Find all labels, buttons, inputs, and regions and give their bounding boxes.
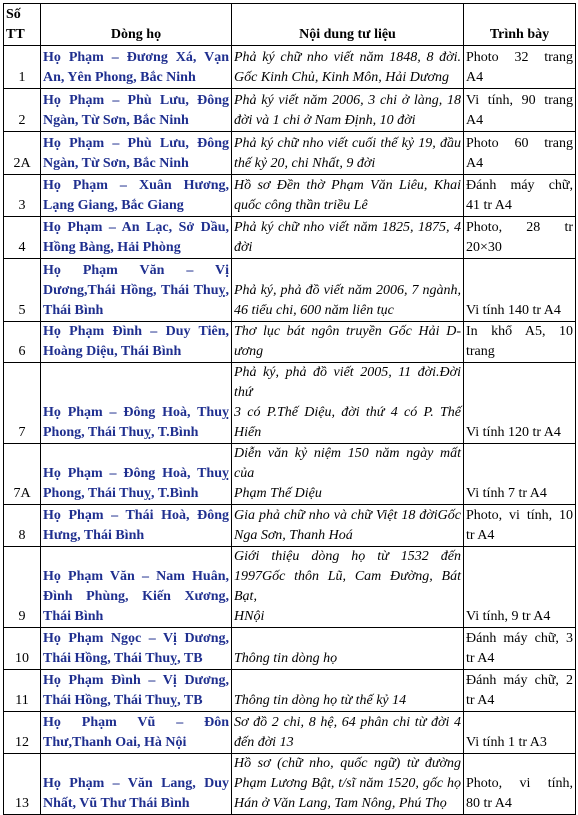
- row-family-line: Thái Hồng, Thái Thuỵ, TB: [43, 651, 203, 666]
- header-presentation: Trình bày: [464, 4, 576, 46]
- row-family-line: Họ Phạm Vũ – Đôn: [43, 715, 229, 730]
- row-stt: 12: [4, 712, 41, 754]
- row-content-line: 3 có P.Thế Diệu, đời thứ 4 có P. Thế: [234, 405, 461, 420]
- row-family: [41, 670, 232, 712]
- row-stt: 1: [4, 46, 41, 89]
- table-row: [4, 217, 576, 259]
- row-family-line: Thái Hồng, Thái Thuỵ, TB: [43, 693, 203, 708]
- row-content: [232, 259, 464, 322]
- row-family: [41, 444, 232, 505]
- row-family-line: Hồng Bàng, Hải Phòng: [43, 240, 181, 255]
- row-family: [41, 547, 232, 628]
- row-presentation-line: Photo, vi tính, 10: [466, 508, 573, 523]
- row-family-line: Hưng, Thái Bình: [43, 528, 145, 543]
- row-family-line: Lạng Giang, Bắc Giang: [43, 198, 184, 213]
- row-family-line: Nhất, Vũ Thư Thái Bình: [43, 796, 190, 811]
- row-content-line: Phả ký, phả đồ viết 2005, 11 đời.Đời thứ: [234, 365, 461, 400]
- row-content-line: Gốc Kinh Chủ, Kinh Môn, Hải Dương: [234, 70, 449, 85]
- row-presentation: [464, 132, 576, 175]
- row-family-line: Họ Phạm Văn – Nam Huân,: [43, 569, 229, 584]
- row-content-line: Hồ sơ Đền thờ Phạm Văn Liêu, Khai: [234, 178, 461, 193]
- row-family: [41, 175, 232, 217]
- row-presentation: [464, 175, 576, 217]
- row-presentation-line: trang: [466, 344, 495, 359]
- row-presentation: [464, 628, 576, 670]
- row-presentation: [464, 89, 576, 132]
- header-content: Nội dung tư liệu: [232, 4, 464, 46]
- row-content-line: Gia phả chữ nho và chữ Việt 18 đờiGốc: [234, 508, 461, 523]
- row-presentation: [464, 754, 576, 815]
- row-family-line: Họ Phạm – Văn Lang, Duy: [43, 776, 229, 791]
- row-content-line: Thơ lục bát ngôn truyền Gốc Hải D-: [234, 324, 461, 339]
- row-presentation: [464, 322, 576, 363]
- row-family-line: Họ Phạm – An Lạc, Sở Dầu,: [43, 220, 229, 235]
- row-presentation: [464, 505, 576, 547]
- row-presentation: [464, 547, 576, 628]
- row-family-line: Đình Phùng, Kiến Xương,: [43, 589, 229, 604]
- table-header-row: [4, 4, 576, 46]
- row-presentation-line: Đánh máy chữ, 2: [466, 673, 573, 688]
- row-family-line: Họ Phạm Đình – Vị Dương,: [43, 673, 229, 688]
- row-content: [232, 89, 464, 132]
- row-stt: 13: [4, 754, 41, 815]
- row-content-line: đến đời 13: [234, 735, 294, 750]
- row-presentation-line: Đánh máy chữ,: [466, 178, 573, 193]
- row-presentation-line: tr A4: [466, 651, 495, 666]
- row-presentation-line: Photo, 28 tr: [466, 220, 573, 235]
- row-presentation-line: A4: [466, 156, 484, 171]
- row-family-line: Họ Phạm Đình – Duy Tiên,: [43, 324, 229, 339]
- row-family-line: Họ Phạm – Phù Lưu, Đông: [43, 136, 229, 151]
- table-row: [4, 754, 576, 815]
- table-row: [4, 712, 576, 754]
- row-presentation-line: Photo 60 trang: [466, 136, 573, 151]
- row-family-line: Ngàn, Từ Sơn, Bắc Ninh: [43, 113, 189, 128]
- row-family-line: Thái Bình: [43, 303, 104, 318]
- row-content-line: 46 tiểu chi, 600 năm liên tục: [234, 303, 394, 318]
- row-presentation: [464, 670, 576, 712]
- row-content-line: Phả ký chữ nho viết năm 1825, 1875, 4: [234, 220, 461, 235]
- row-presentation-line: Vi tính, 9 tr A4: [466, 609, 551, 624]
- row-content: [232, 217, 464, 259]
- row-family-line: Họ Phạm – Đương Xá, Vạn: [43, 50, 229, 65]
- row-presentation: [464, 259, 576, 322]
- row-stt: 2A: [4, 132, 41, 175]
- row-stt: 11: [4, 670, 41, 712]
- row-stt: 2: [4, 89, 41, 132]
- row-content: [232, 46, 464, 89]
- row-family-line: Họ Phạm Văn – Vị: [43, 263, 229, 278]
- row-presentation: [464, 46, 576, 89]
- row-content: [232, 322, 464, 363]
- row-presentation-line: Vi tính 1 tr A3: [466, 735, 547, 750]
- row-content-line: Thông tin dòng họ từ thế kỷ 14: [234, 693, 407, 708]
- row-family: [41, 217, 232, 259]
- table-row: [4, 670, 576, 712]
- row-content-line: ương: [234, 344, 264, 359]
- row-family-line: Họ Phạm – Đông Hoà, Thuỵ: [43, 466, 229, 481]
- row-presentation-line: A4: [466, 113, 484, 128]
- row-family: [41, 754, 232, 815]
- table-row: [4, 46, 576, 89]
- row-content-line: Giới thiệu dòng họ từ 1532 đến: [234, 549, 461, 564]
- row-presentation-line: 41 tr A4: [466, 198, 512, 213]
- row-content-line: Sơ đồ 2 chi, 8 hệ, 64 phân chi từ đời 4: [234, 715, 461, 730]
- row-presentation: [464, 217, 576, 259]
- row-family-line: An, Yên Phong, Bắc Ninh: [43, 70, 196, 85]
- row-family: [41, 132, 232, 175]
- table-row: [4, 444, 576, 505]
- row-family-line: Họ Phạm Ngọc – Vị Dương,: [43, 631, 229, 646]
- row-stt: 10: [4, 628, 41, 670]
- row-content-line: Phạm Thế Diệu: [234, 486, 322, 501]
- row-family-line: Thái Bình: [43, 609, 104, 624]
- header-stt-line: TT: [6, 27, 25, 42]
- row-presentation-line: Đánh máy chữ, 3: [466, 631, 573, 646]
- row-family-line: Ngàn, Từ Sơn, Bắc Ninh: [43, 156, 189, 171]
- row-family-line: Thư,Thanh Oai, Hà Nội: [43, 735, 187, 750]
- row-content-line: Hiển: [234, 425, 262, 440]
- row-family: [41, 322, 232, 363]
- row-presentation-line: 80 tr A4: [466, 796, 512, 811]
- row-content-line: đời và 1 chi ở Nam Định, 10 đời: [234, 113, 416, 128]
- row-content: [232, 712, 464, 754]
- row-content-line: Hán ở Văn Lang, Tam Nông, Phú Thọ: [234, 796, 447, 811]
- row-content-line: 1997Gốc thôn Lũ, Cam Đường, Bát Bạt,: [234, 569, 461, 604]
- row-stt: 7A: [4, 444, 41, 505]
- table-row: [4, 547, 576, 628]
- row-stt: 3: [4, 175, 41, 217]
- row-presentation-line: Vi tính 120 tr A4: [466, 425, 561, 440]
- row-stt: 8: [4, 505, 41, 547]
- row-content: [232, 670, 464, 712]
- header-family: Dòng họ: [41, 4, 232, 46]
- row-family: [41, 363, 232, 444]
- row-family: [41, 628, 232, 670]
- row-presentation-line: A4: [466, 70, 484, 85]
- table-row: [4, 505, 576, 547]
- row-content-line: Phả ký chữ nho viết năm 1848, 8 đời.: [234, 50, 461, 65]
- row-content: [232, 132, 464, 175]
- row-presentation-line: 20×30: [466, 240, 502, 255]
- row-content-line: quốc công thần triều Lê: [234, 198, 368, 213]
- row-presentation-line: Photo, vi tính,: [466, 776, 573, 791]
- row-content-line: Diễn văn kỷ niệm 150 năm ngày mất của: [234, 446, 461, 481]
- table-row: [4, 363, 576, 444]
- row-content-line: đời: [234, 240, 253, 255]
- row-family-line: Họ Phạm – Phù Lưu, Đông: [43, 93, 229, 108]
- row-content-line: Phả ký viết năm 2006, 3 chi ở làng, 18: [234, 93, 461, 108]
- row-family-line: Dương,Thái Hồng, Thái Thuỵ,: [43, 283, 229, 298]
- row-content-line: Thông tin dòng họ: [234, 651, 338, 666]
- table-row: [4, 259, 576, 322]
- table-body: [4, 46, 576, 815]
- row-content: [232, 754, 464, 815]
- row-content: [232, 363, 464, 444]
- row-stt: 6: [4, 322, 41, 363]
- row-content-line: thế kỷ 20, chi Nhất, 9 đời: [234, 156, 376, 171]
- row-content: [232, 444, 464, 505]
- table-row: [4, 89, 576, 132]
- row-stt: 9: [4, 547, 41, 628]
- row-content: [232, 505, 464, 547]
- row-presentation: [464, 444, 576, 505]
- table-row: [4, 322, 576, 363]
- document: [3, 3, 576, 815]
- row-content-line: Phạm Lương Bật, t/sĩ năm 1520, gốc họ: [234, 776, 461, 791]
- row-presentation: [464, 712, 576, 754]
- row-family: [41, 259, 232, 322]
- row-presentation: [464, 363, 576, 444]
- row-presentation-line: tr A4: [466, 528, 495, 543]
- row-content-line: Phả ký, phả đồ viết năm 2006, 7 ngành,: [234, 283, 461, 298]
- family-records-table: [3, 3, 576, 815]
- row-family-line: Họ Phạm – Xuân Hương,: [43, 178, 229, 193]
- row-content-line: HNội: [234, 609, 265, 624]
- row-presentation-line: In khổ A5, 10: [466, 324, 573, 339]
- table-row: [4, 628, 576, 670]
- row-family-line: Phong, Thái Thuỵ, T.Bình: [43, 425, 199, 440]
- row-family: [41, 505, 232, 547]
- row-stt: 5: [4, 259, 41, 322]
- row-family-line: Hoàng Diệu, Thái Bình: [43, 344, 182, 359]
- row-content: [232, 175, 464, 217]
- header-stt-line: Số: [6, 7, 21, 22]
- header-stt: [4, 4, 41, 46]
- row-family-line: Họ Phạm – Thái Hoà, Đông: [43, 508, 229, 523]
- row-presentation-line: Vi tính, 90 trang: [466, 93, 573, 108]
- row-presentation-line: Photo 32 trang: [466, 50, 573, 65]
- row-presentation-line: Vi tính 140 tr A4: [466, 303, 561, 318]
- row-content-line: Hồ sơ (chữ nho, quốc ngữ) từ đường: [234, 756, 461, 771]
- row-family-line: Phong, Thái Thuỵ, T.Bình: [43, 486, 199, 501]
- row-presentation-line: Vi tính 7 tr A4: [466, 486, 547, 501]
- row-family: [41, 89, 232, 132]
- row-family: [41, 46, 232, 89]
- row-stt: 7: [4, 363, 41, 444]
- row-content-line: Nga Sơn, Thanh Hoá: [234, 528, 353, 543]
- row-content: [232, 547, 464, 628]
- row-stt: 4: [4, 217, 41, 259]
- row-presentation-line: tr A4: [466, 693, 495, 708]
- row-content-line: Phả ký chữ nho viết cuối thế kỷ 19, đầu: [234, 136, 461, 151]
- table-row: [4, 175, 576, 217]
- row-content: [232, 628, 464, 670]
- row-family: [41, 712, 232, 754]
- table-row: [4, 132, 576, 175]
- row-family-line: Họ Phạm – Đông Hoà, Thuỵ: [43, 405, 229, 420]
